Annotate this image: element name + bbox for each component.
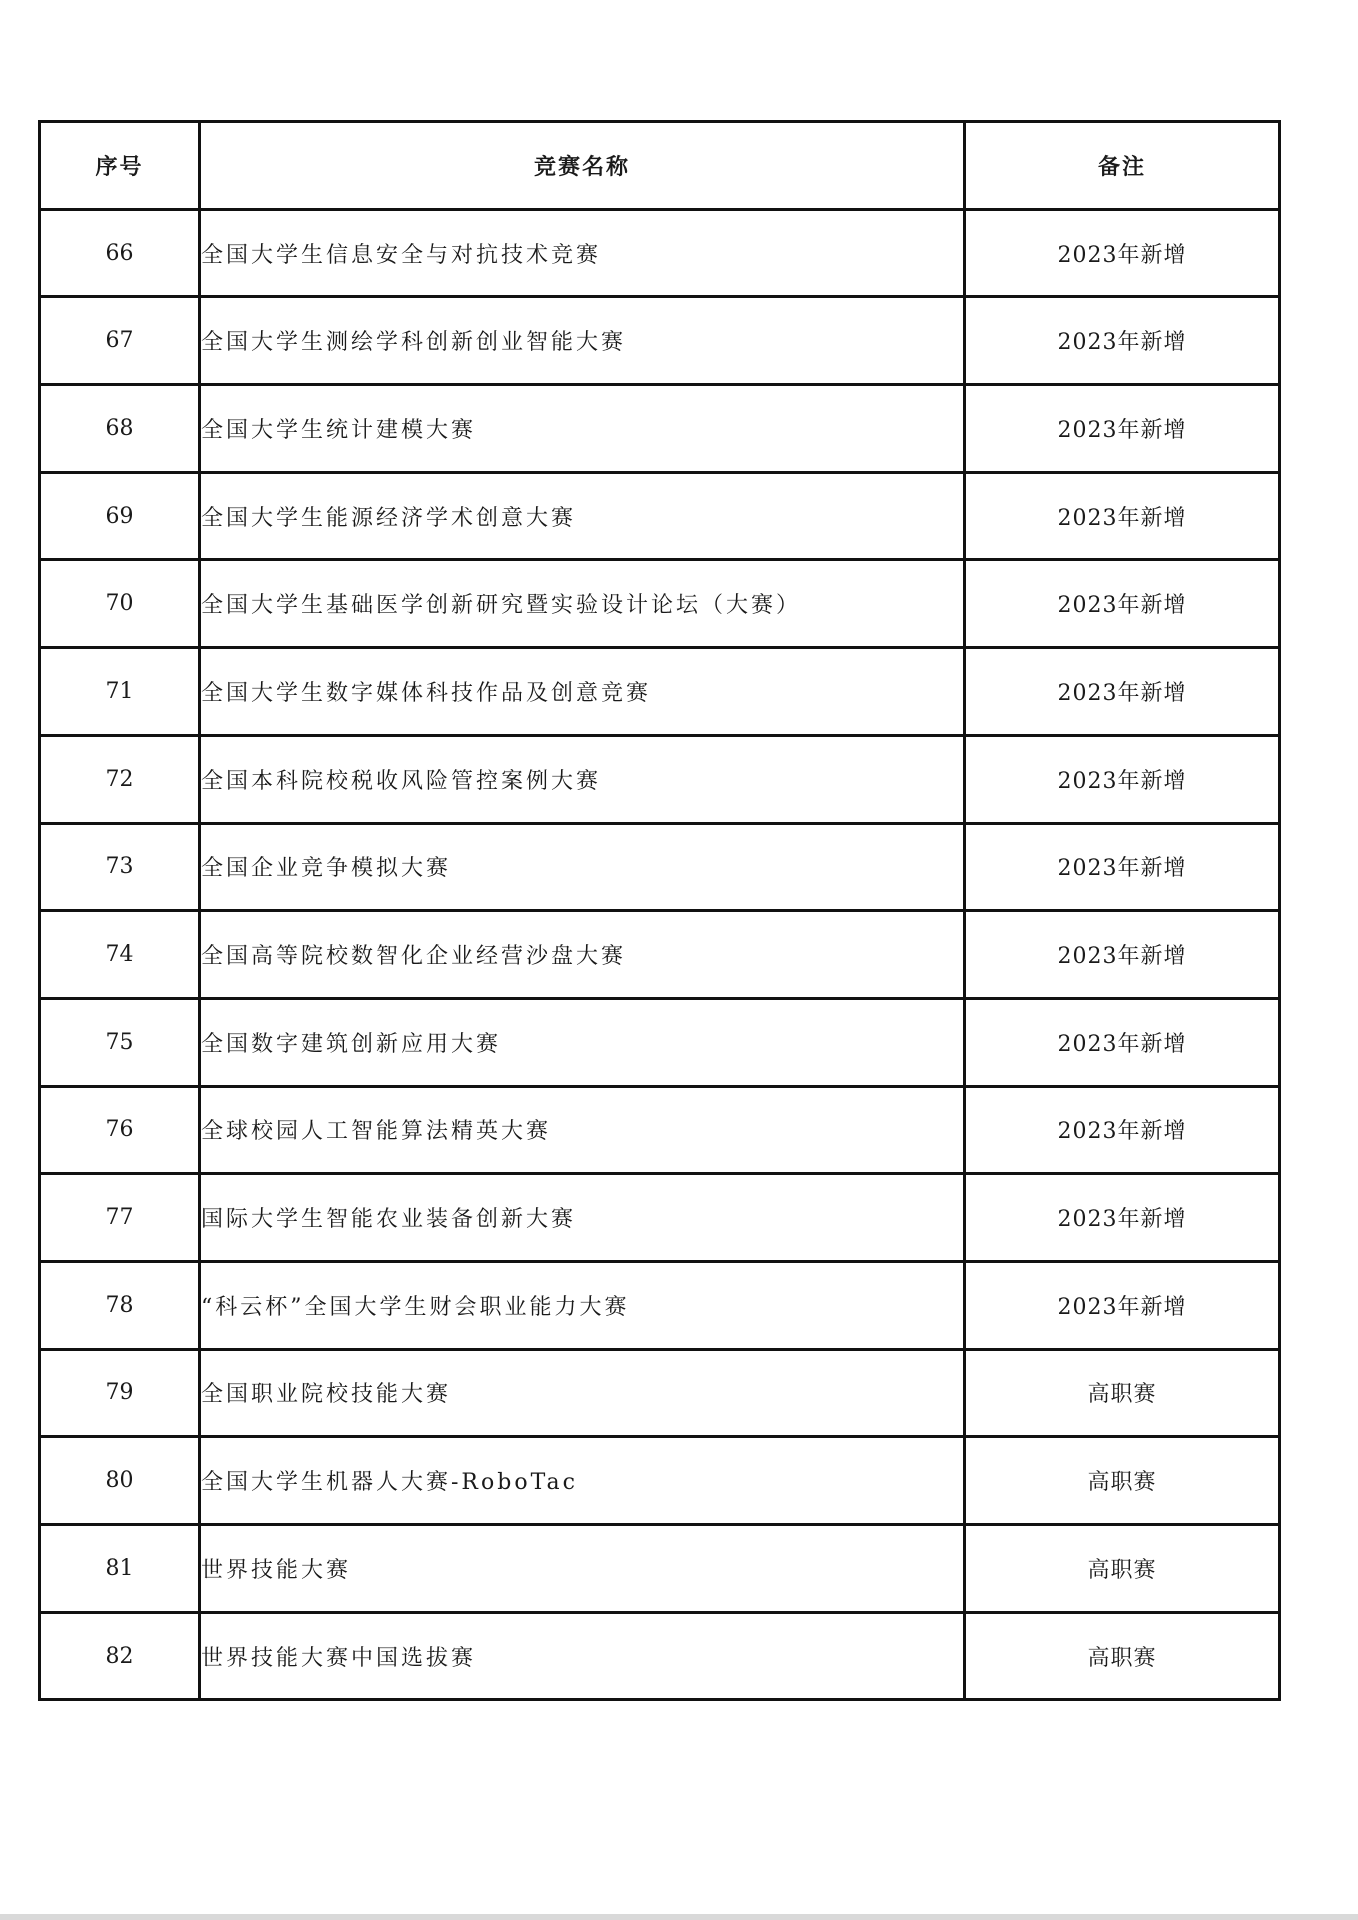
row-serial-number: 67 (40, 297, 200, 385)
row-remarks: 高职赛 (965, 1349, 1280, 1437)
row-remarks: 2023年新增 (965, 823, 1280, 911)
table-row (40, 911, 1280, 999)
row-serial-number: 73 (40, 823, 200, 911)
table-body (40, 209, 1280, 1700)
row-competition-name: 全国大学生能源经济学术创意大赛 (200, 472, 965, 560)
row-serial-number: 74 (40, 911, 200, 999)
table-row (40, 1437, 1280, 1525)
table-row (40, 1349, 1280, 1437)
row-competition-name: 全球校园人工智能算法精英大赛 (200, 1086, 965, 1174)
row-competition-name: 全国企业竞争模拟大赛 (200, 823, 965, 911)
table-row (40, 209, 1280, 297)
row-remarks: 2023年新增 (965, 472, 1280, 560)
row-competition-name: 全国大学生统计建模大赛 (200, 385, 965, 473)
row-competition-name: 国际大学生智能农业装备创新大赛 (200, 1174, 965, 1262)
row-serial-number: 82 (40, 1612, 200, 1700)
table-row (40, 1261, 1280, 1349)
row-remarks: 2023年新增 (965, 1174, 1280, 1262)
row-serial-number: 68 (40, 385, 200, 473)
row-competition-name: 全国数字建筑创新应用大赛 (200, 998, 965, 1086)
table-row (40, 560, 1280, 648)
row-serial-number: 76 (40, 1086, 200, 1174)
row-remarks: 高职赛 (965, 1612, 1280, 1700)
row-remarks: 2023年新增 (965, 297, 1280, 385)
table-row (40, 297, 1280, 385)
row-remarks: 2023年新增 (965, 648, 1280, 736)
competition-table (38, 120, 1281, 1701)
row-serial-number: 75 (40, 998, 200, 1086)
row-remarks: 2023年新增 (965, 998, 1280, 1086)
header-competition-name: 竞赛名称 (200, 122, 965, 210)
row-remarks: 2023年新增 (965, 1261, 1280, 1349)
table-row (40, 1086, 1280, 1174)
row-remarks: 2023年新增 (965, 385, 1280, 473)
table-row (40, 735, 1280, 823)
row-competition-name: 全国职业院校技能大赛 (200, 1349, 965, 1437)
row-serial-number: 72 (40, 735, 200, 823)
row-remarks: 2023年新增 (965, 911, 1280, 999)
row-remarks: 高职赛 (965, 1437, 1280, 1525)
row-serial-number: 69 (40, 472, 200, 560)
row-competition-name: 全国大学生基础医学创新研究暨实验设计论坛（大赛） (200, 560, 965, 648)
row-competition-name: 全国大学生信息安全与对抗技术竞赛 (200, 209, 965, 297)
row-remarks: 2023年新增 (965, 209, 1280, 297)
page-bottom-edge (0, 1914, 1358, 1920)
table-row (40, 472, 1280, 560)
table-row (40, 823, 1280, 911)
row-competition-name: 全国大学生数字媒体科技作品及创意竞赛 (200, 648, 965, 736)
row-remarks: 2023年新增 (965, 1086, 1280, 1174)
row-serial-number: 81 (40, 1525, 200, 1613)
row-competition-name: 全国大学生机器人大赛-RoboTac (200, 1437, 965, 1525)
row-serial-number: 80 (40, 1437, 200, 1525)
row-serial-number: 79 (40, 1349, 200, 1437)
row-competition-name: 世界技能大赛 (200, 1525, 965, 1613)
row-competition-name: 世界技能大赛中国选拔赛 (200, 1612, 965, 1700)
row-serial-number: 77 (40, 1174, 200, 1262)
table-row (40, 1612, 1280, 1700)
header-serial-number: 序号 (40, 122, 200, 210)
table-row (40, 1525, 1280, 1613)
row-serial-number: 70 (40, 560, 200, 648)
row-competition-name: 全国本科院校税收风险管控案例大赛 (200, 735, 965, 823)
row-competition-name: 全国高等院校数智化企业经营沙盘大赛 (200, 911, 965, 999)
row-serial-number: 66 (40, 209, 200, 297)
row-remarks: 2023年新增 (965, 560, 1280, 648)
table-header-row (40, 122, 1280, 210)
header-remarks: 备注 (965, 122, 1280, 210)
row-remarks: 2023年新增 (965, 735, 1280, 823)
row-serial-number: 71 (40, 648, 200, 736)
table-row (40, 648, 1280, 736)
row-serial-number: 78 (40, 1261, 200, 1349)
row-remarks: 高职赛 (965, 1525, 1280, 1613)
table-row (40, 385, 1280, 473)
row-competition-name: 全国大学生测绘学科创新创业智能大赛 (200, 297, 965, 385)
row-competition-name: “科云杯”全国大学生财会职业能力大赛 (200, 1261, 965, 1349)
table-row (40, 1174, 1280, 1262)
table-row (40, 998, 1280, 1086)
